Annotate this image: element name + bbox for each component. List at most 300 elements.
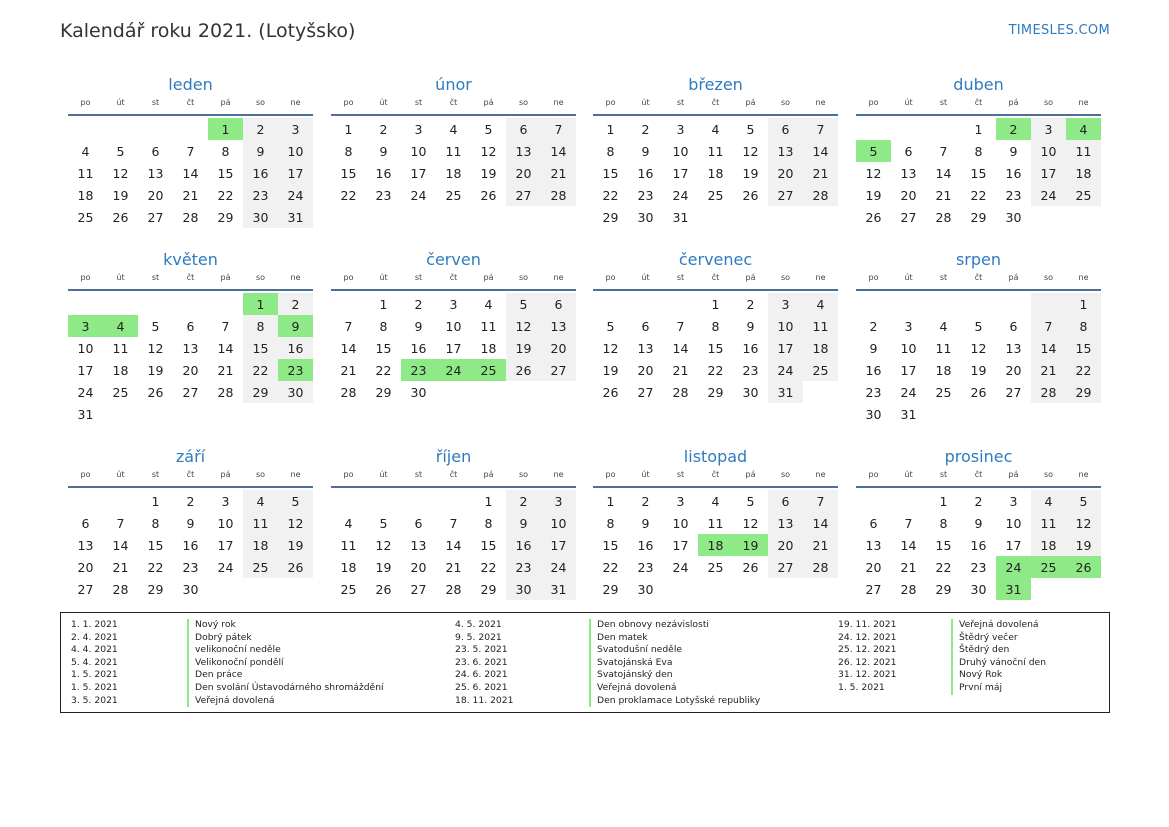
day-cell: 31 <box>768 381 803 403</box>
day-cell: 2 <box>869 318 878 334</box>
weekday-header <box>856 468 1101 488</box>
day-cell: 16 <box>742 340 759 356</box>
holiday-day-cell: 23 <box>278 359 313 381</box>
weekday-header <box>68 96 313 116</box>
legend-row <box>71 682 451 695</box>
day-cell: 25 <box>77 209 94 225</box>
day-cell: 30 <box>637 209 654 225</box>
day-cell: 20 <box>541 337 576 359</box>
weekday-label: čt <box>449 98 458 107</box>
site-link[interactable]: TIMESLES.COM <box>1008 23 1110 38</box>
day-cell: 23 <box>375 187 392 203</box>
day-cell: 1 <box>606 121 615 137</box>
empty-cell <box>68 490 103 512</box>
day-cell: 30 <box>182 581 199 597</box>
empty-cell <box>961 293 996 315</box>
weekday-label: so <box>780 470 791 479</box>
day-cell: 20 <box>147 187 164 203</box>
day-cell: 7 <box>803 490 838 512</box>
holiday-day-cell: 4 <box>1066 118 1101 140</box>
empty-cell <box>891 118 926 140</box>
day-cell: 17 <box>1005 537 1022 553</box>
day-cell: 13 <box>768 512 803 534</box>
day-cell: 21 <box>541 162 576 184</box>
day-cell: 15 <box>970 165 987 181</box>
day-cell: 17 <box>77 362 94 378</box>
weekday-header <box>68 271 313 291</box>
holiday-date: 31. 12. 2021 <box>838 669 897 681</box>
day-cell: 13 <box>506 140 541 162</box>
day-cell: 12 <box>865 165 882 181</box>
holiday-date: 23. 5. 2021 <box>455 644 508 656</box>
day-cell: 29 <box>602 209 619 225</box>
day-cell: 17 <box>768 337 803 359</box>
day-cell: 29 <box>970 209 987 225</box>
day-cell: 17 <box>445 340 462 356</box>
legend-row <box>455 632 835 645</box>
weekday-label: pá <box>745 98 756 107</box>
day-cell: 20 <box>865 559 882 575</box>
day-cell: 18 <box>480 340 497 356</box>
day-cell: 26 <box>865 209 882 225</box>
day-cell: 27 <box>77 581 94 597</box>
weekday-label: pá <box>220 273 231 282</box>
day-grid <box>68 490 313 600</box>
day-cell: 16 <box>865 362 882 378</box>
day-cell: 6 <box>904 143 913 159</box>
day-cell: 18 <box>707 165 724 181</box>
day-cell: 12 <box>1066 512 1101 534</box>
day-cell: 29 <box>147 581 164 597</box>
day-cell: 6 <box>151 143 160 159</box>
weekday-label: út <box>904 273 913 282</box>
day-cell: 25 <box>112 384 129 400</box>
legend-row <box>71 695 451 708</box>
holiday-day-cell: 25 <box>1031 556 1066 578</box>
day-cell: 25 <box>445 187 462 203</box>
day-cell: 1 <box>1066 293 1101 315</box>
day-cell: 28 <box>182 209 199 225</box>
weekday-label: ne <box>1078 98 1089 107</box>
day-cell: 16 <box>1005 165 1022 181</box>
day-cell: 5 <box>1066 490 1101 512</box>
day-cell: 7 <box>221 318 230 334</box>
day-cell: 22 <box>375 362 392 378</box>
day-cell: 3 <box>1031 118 1066 140</box>
holiday-name: Dobrý pátek <box>187 632 252 645</box>
weekday-label: ne <box>290 98 301 107</box>
day-cell: 10 <box>1031 140 1066 162</box>
day-cell: 5 <box>278 490 313 512</box>
month-name: leden <box>168 75 213 94</box>
empty-cell <box>138 118 173 140</box>
holiday-date: 24. 6. 2021 <box>455 669 508 681</box>
day-cell: 9 <box>641 143 650 159</box>
day-grid <box>856 293 1101 425</box>
day-cell: 30 <box>410 384 427 400</box>
day-cell: 6 <box>506 118 541 140</box>
day-cell: 24 <box>672 559 689 575</box>
empty-cell <box>208 293 243 315</box>
day-cell: 26 <box>112 209 129 225</box>
day-cell: 9 <box>869 340 878 356</box>
weekday-label: út <box>116 273 125 282</box>
weekday-label: pá <box>483 98 494 107</box>
day-cell: 6 <box>81 515 90 531</box>
day-cell: 17 <box>1031 162 1066 184</box>
weekday-label: st <box>414 470 423 479</box>
day-cell: 3 <box>676 493 685 509</box>
day-cell: 7 <box>1031 315 1066 337</box>
day-cell: 6 <box>869 515 878 531</box>
day-cell: 15 <box>217 165 234 181</box>
day-cell: 22 <box>935 559 952 575</box>
day-cell: 11 <box>112 340 129 356</box>
day-cell: 11 <box>707 515 724 531</box>
day-cell: 9 <box>746 318 755 334</box>
empty-cell <box>593 293 628 315</box>
weekday-label: út <box>904 470 913 479</box>
day-cell: 9 <box>243 140 278 162</box>
weekday-label: pá <box>745 273 756 282</box>
holiday-day-cell: 26 <box>1066 556 1101 578</box>
day-cell: 2 <box>278 293 313 315</box>
day-cell: 24 <box>410 187 427 203</box>
day-cell: 21 <box>672 362 689 378</box>
holiday-day-cell: 18 <box>698 534 733 556</box>
holiday-date: 23. 6. 2021 <box>455 656 508 668</box>
day-cell: 10 <box>445 318 462 334</box>
day-cell: 8 <box>974 143 983 159</box>
day-cell: 16 <box>243 162 278 184</box>
weekday-label: so <box>780 273 791 282</box>
day-cell: 21 <box>935 187 952 203</box>
weekday-label: po <box>605 470 616 479</box>
day-cell: 13 <box>147 165 164 181</box>
day-cell: 24 <box>900 384 917 400</box>
day-cell: 3 <box>904 318 913 334</box>
day-cell: 23 <box>970 559 987 575</box>
holiday-day-cell: 19 <box>733 534 768 556</box>
day-cell: 27 <box>768 184 803 206</box>
weekday-label: st <box>676 98 685 107</box>
day-cell: 5 <box>116 143 125 159</box>
weekday-label: st <box>939 470 948 479</box>
day-cell: 6 <box>768 490 803 512</box>
day-cell: 22 <box>707 362 724 378</box>
day-cell: 3 <box>414 121 423 137</box>
day-cell: 21 <box>900 559 917 575</box>
empty-cell <box>173 118 208 140</box>
month-8 <box>856 249 1101 425</box>
day-cell: 9 <box>506 512 541 534</box>
day-cell: 3 <box>676 121 685 137</box>
day-cell: 18 <box>445 165 462 181</box>
day-cell: 4 <box>939 318 948 334</box>
day-cell: 31 <box>77 406 94 422</box>
month-name: březen <box>688 75 743 94</box>
weekday-label: út <box>904 98 913 107</box>
day-cell: 27 <box>768 556 803 578</box>
day-cell: 3 <box>278 118 313 140</box>
day-cell: 18 <box>243 534 278 556</box>
month-3 <box>593 74 838 228</box>
holiday-name: Den práce <box>187 669 242 682</box>
day-cell: 29 <box>480 581 497 597</box>
holiday-date: 4. 4. 2021 <box>71 644 118 656</box>
weekday-header <box>593 271 838 291</box>
day-cell: 22 <box>970 187 987 203</box>
day-cell: 4 <box>243 490 278 512</box>
day-cell: 23 <box>182 559 199 575</box>
day-cell: 11 <box>1066 140 1101 162</box>
day-cell: 15 <box>602 537 619 553</box>
day-cell: 13 <box>1005 340 1022 356</box>
day-cell: 14 <box>803 512 838 534</box>
weekday-label: ne <box>553 98 564 107</box>
weekday-label: pá <box>1008 470 1019 479</box>
holiday-legend <box>60 612 1110 713</box>
day-cell: 22 <box>243 359 278 381</box>
month-name: duben <box>953 75 1004 94</box>
day-cell: 15 <box>1066 337 1101 359</box>
weekday-label: st <box>676 273 685 282</box>
day-cell: 22 <box>602 187 619 203</box>
legend-row <box>455 657 835 670</box>
legend-row <box>838 657 1169 670</box>
day-cell: 14 <box>900 537 917 553</box>
month-name: červenec <box>678 250 753 269</box>
holiday-date: 3. 5. 2021 <box>71 694 118 706</box>
weekday-label: ne <box>1078 470 1089 479</box>
legend-row <box>71 644 451 657</box>
day-cell: 4 <box>711 121 720 137</box>
holiday-day-cell: 1 <box>208 118 243 140</box>
day-cell: 31 <box>278 206 313 228</box>
weekday-label: po <box>343 98 354 107</box>
day-cell: 19 <box>112 187 129 203</box>
holiday-day-cell: 24 <box>996 556 1031 578</box>
day-cell: 21 <box>445 559 462 575</box>
day-cell: 25 <box>707 187 724 203</box>
day-cell: 1 <box>606 493 615 509</box>
day-cell: 21 <box>803 162 838 184</box>
weekday-label: út <box>379 273 388 282</box>
day-cell: 28 <box>541 184 576 206</box>
month-4 <box>856 74 1101 228</box>
day-cell: 26 <box>147 384 164 400</box>
weekday-label: čt <box>186 98 195 107</box>
weekday-label: po <box>343 273 354 282</box>
day-cell: 24 <box>541 556 576 578</box>
day-cell: 30 <box>742 384 759 400</box>
empty-cell <box>663 293 698 315</box>
day-grid <box>856 490 1101 600</box>
day-cell: 30 <box>1005 209 1022 225</box>
day-cell: 13 <box>865 537 882 553</box>
holiday-day-cell: 24 <box>436 359 471 381</box>
day-cell: 11 <box>480 318 497 334</box>
weekday-label: pá <box>220 470 231 479</box>
day-cell: 22 <box>480 559 497 575</box>
empty-cell <box>926 293 961 315</box>
day-cell: 19 <box>970 362 987 378</box>
weekday-label: čt <box>449 470 458 479</box>
day-cell: 14 <box>1031 337 1066 359</box>
weekday-label: st <box>939 273 948 282</box>
weekday-label: čt <box>186 273 195 282</box>
day-cell: 23 <box>865 384 882 400</box>
day-cell: 6 <box>414 515 423 531</box>
day-cell: 20 <box>768 534 803 556</box>
day-cell: 8 <box>379 318 388 334</box>
day-cell: 11 <box>803 315 838 337</box>
holiday-date: 9. 5. 2021 <box>455 631 502 643</box>
holiday-date: 18. 11. 2021 <box>455 694 514 706</box>
weekday-header <box>331 468 576 488</box>
weekday-label: čt <box>974 273 983 282</box>
day-cell: 25 <box>1066 184 1101 206</box>
weekday-label: ne <box>290 273 301 282</box>
day-cell: 2 <box>243 118 278 140</box>
day-cell: 11 <box>340 537 357 553</box>
empty-cell <box>331 490 366 512</box>
day-cell: 10 <box>672 143 689 159</box>
holiday-day-cell: 2 <box>996 118 1031 140</box>
day-cell: 29 <box>602 581 619 597</box>
month-name: květen <box>163 250 218 269</box>
day-cell: 20 <box>768 162 803 184</box>
legend-row <box>455 619 835 632</box>
empty-cell <box>366 490 401 512</box>
day-cell: 4 <box>803 293 838 315</box>
day-cell: 14 <box>182 165 199 181</box>
day-cell: 3 <box>768 293 803 315</box>
day-cell: 13 <box>637 340 654 356</box>
day-cell: 19 <box>506 337 541 359</box>
empty-cell <box>331 293 366 315</box>
day-cell: 17 <box>672 165 689 181</box>
day-cell: 12 <box>147 340 164 356</box>
holiday-day-cell: 3 <box>68 315 103 337</box>
day-cell: 31 <box>672 209 689 225</box>
weekday-label: pá <box>745 470 756 479</box>
day-cell: 28 <box>1031 381 1066 403</box>
legend-column <box>838 619 1169 695</box>
weekday-label: so <box>255 98 266 107</box>
day-cell: 12 <box>970 340 987 356</box>
holiday-day-cell: 4 <box>103 315 138 337</box>
holiday-name: Velikonoční pondělí <box>187 657 284 670</box>
holiday-name: Veřejná dovolená <box>589 682 677 695</box>
day-cell: 11 <box>935 340 952 356</box>
day-cell: 3 <box>541 490 576 512</box>
day-cell: 20 <box>900 187 917 203</box>
day-cell: 31 <box>541 578 576 600</box>
legend-row <box>838 669 1169 682</box>
day-cell: 24 <box>217 559 234 575</box>
holiday-day-cell: 25 <box>471 359 506 381</box>
day-cell: 7 <box>803 118 838 140</box>
day-cell: 29 <box>707 384 724 400</box>
weekday-label: so <box>518 98 529 107</box>
day-cell: 5 <box>746 493 755 509</box>
empty-cell <box>856 293 891 315</box>
empty-cell <box>996 293 1031 315</box>
holiday-day-cell: 31 <box>996 578 1031 600</box>
empty-cell <box>68 118 103 140</box>
weekday-label: so <box>518 470 529 479</box>
holiday-date: 26. 12. 2021 <box>838 656 897 668</box>
weekday-label: po <box>868 470 879 479</box>
weekday-label: ne <box>553 470 564 479</box>
holiday-date: 4. 5. 2021 <box>455 619 502 630</box>
day-cell: 20 <box>1005 362 1022 378</box>
empty-cell <box>103 118 138 140</box>
weekday-label: ne <box>815 98 826 107</box>
day-cell: 27 <box>182 384 199 400</box>
day-cell: 12 <box>375 537 392 553</box>
day-cell: 18 <box>935 362 952 378</box>
weekday-label: út <box>116 470 125 479</box>
weekday-label: po <box>343 470 354 479</box>
legend-row <box>455 682 835 695</box>
weekday-label: st <box>151 98 160 107</box>
day-cell: 26 <box>602 384 619 400</box>
day-cell: 28 <box>340 384 357 400</box>
page-title: Kalendář roku 2021. (Lotyšsko) <box>60 20 356 42</box>
holiday-name: Veřejná dovolená <box>187 695 275 708</box>
day-cell: 1 <box>151 493 160 509</box>
day-cell: 31 <box>900 406 917 422</box>
day-cell: 19 <box>742 165 759 181</box>
day-cell: 22 <box>602 559 619 575</box>
weekday-label: st <box>151 470 160 479</box>
weekday-label: po <box>868 273 879 282</box>
day-cell: 15 <box>935 537 952 553</box>
day-cell: 30 <box>970 581 987 597</box>
day-cell: 26 <box>278 556 313 578</box>
day-cell: 4 <box>1031 490 1066 512</box>
month-name: únor <box>435 75 472 94</box>
day-cell: 17 <box>672 537 689 553</box>
day-cell: 18 <box>77 187 94 203</box>
day-cell: 18 <box>340 559 357 575</box>
month-5 <box>68 249 313 425</box>
day-cell: 12 <box>742 143 759 159</box>
day-cell: 25 <box>243 556 278 578</box>
day-cell: 12 <box>278 512 313 534</box>
holiday-name: Den proklamace Lotyšské republiky <box>589 695 760 708</box>
weekday-label: út <box>379 98 388 107</box>
day-cell: 6 <box>541 293 576 315</box>
legend-row <box>455 695 835 708</box>
day-cell: 19 <box>147 362 164 378</box>
day-cell: 27 <box>865 581 882 597</box>
day-cell: 8 <box>221 143 230 159</box>
day-cell: 9 <box>974 515 983 531</box>
day-cell: 4 <box>344 515 353 531</box>
day-cell: 10 <box>672 515 689 531</box>
day-cell: 16 <box>182 537 199 553</box>
day-cell: 29 <box>375 384 392 400</box>
legend-column <box>455 619 835 707</box>
weekday-label: út <box>379 470 388 479</box>
day-cell: 8 <box>243 315 278 337</box>
weekday-label: po <box>80 98 91 107</box>
day-cell: 21 <box>182 187 199 203</box>
day-cell: 15 <box>480 537 497 553</box>
